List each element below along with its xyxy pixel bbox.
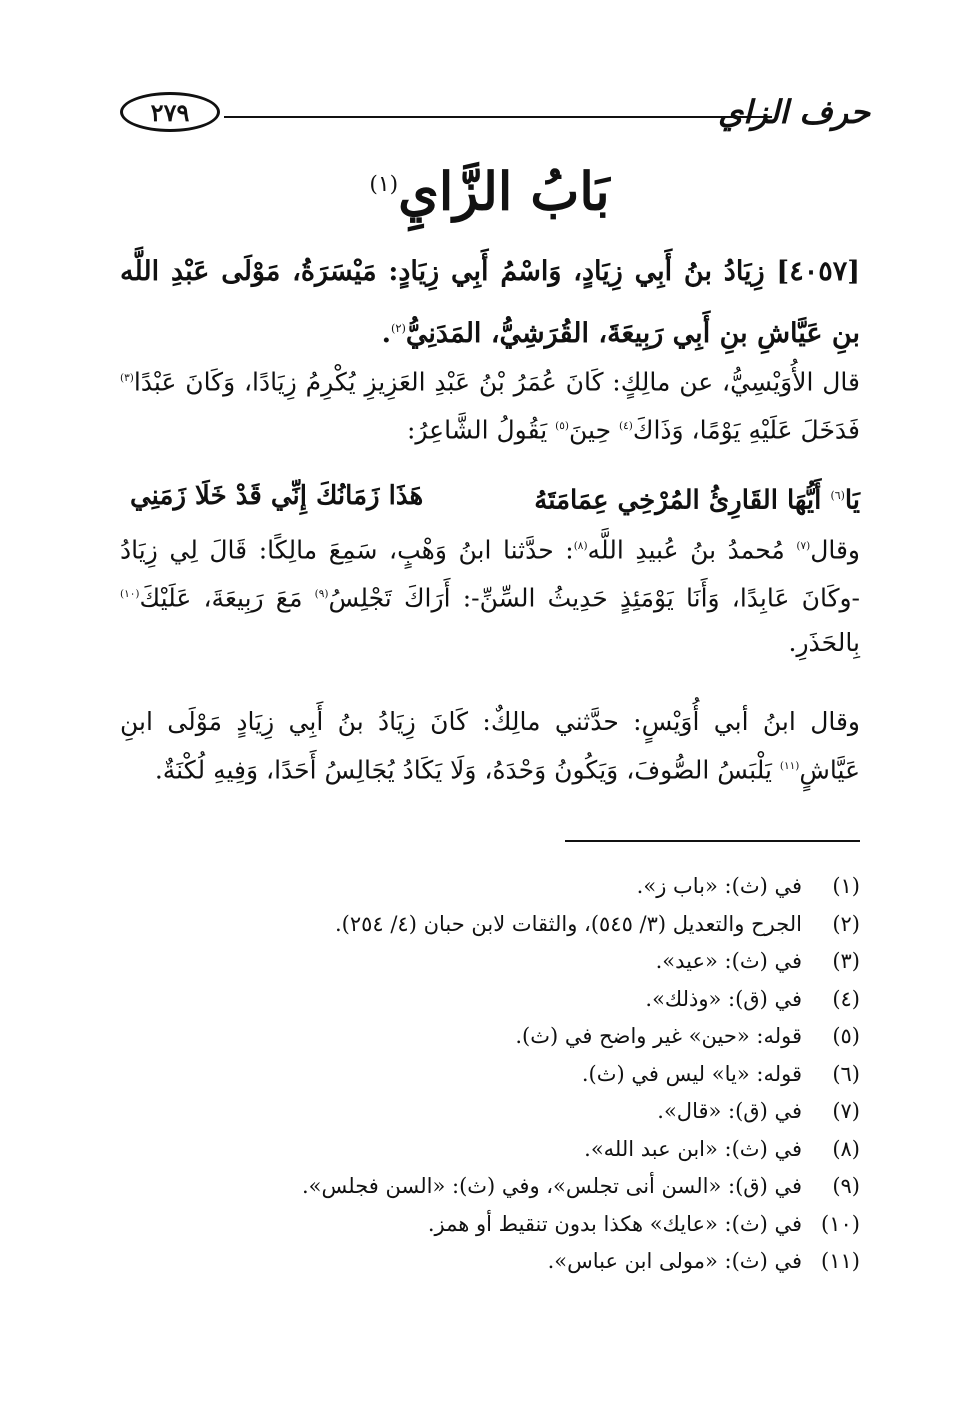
- footnote-ref: (١١): [779, 760, 800, 772]
- footnote-number: (٦): [832, 1061, 860, 1086]
- footnote: [120, 981, 860, 1019]
- footnote-text: في (ث): «باب ز».: [636, 874, 802, 898]
- running-header: [120, 92, 870, 136]
- entry-heading-line1: [٤٠٥٧] زِيَادُ بنُ أَبِي زِيَادٍ، وَاسْمُ أَبِي زِيَادٍ: مَيْسَرَةُ، مَوْلَى عَبْدِ اللَّه بنِ: [120, 256, 860, 349]
- footnote-number: (١٠): [821, 1211, 860, 1236]
- para-text: وقال ابنُ أبي أُوَيْسٍ: حدَّثني مالِكٌ: كَانَ زِيَادُ بنُ أَبِي زِيَادٍ مَوْلَى ابنِ عَيَّاشٍ: [120, 707, 860, 785]
- entry-heading-end: .: [381, 318, 391, 349]
- footnote-number: (٣): [832, 949, 860, 973]
- footnote-ref: (٩): [314, 588, 329, 601]
- para-text: قال الأُوَيْسِيُّ، عن مالِكٍ: كَانَ عُمَرُ بْنُ عَبْدِ العَزِيزِ يُكْرِمُ زِيَادًا، وَكَانَ عَبْدًا: [133, 367, 860, 397]
- para-text: يَلْبَسُ الصُّوفَ، وَيَكُونُ وَحْدَهُ، وَلَا يَكَادُ يُجَالِسُ أَحَدًا، وَفِيهِ لُكْنَةٌ.: [154, 755, 780, 785]
- paragraph-muhammad: [120, 524, 860, 665]
- para-text: مُحمدُ بنُ عُبيدِ اللَّه: [587, 535, 797, 565]
- footnote-ref: (٧): [796, 540, 811, 552]
- footnote-number: (١١): [821, 1249, 860, 1273]
- footnote-text: في (ث): «عايك» هكذا بدون تنقيط أو همز.: [427, 1211, 802, 1236]
- footnote-ref: (٤): [618, 420, 633, 433]
- footnote-separator: [565, 840, 860, 842]
- verse-first-hemistich: [534, 472, 860, 525]
- footnote: [120, 943, 860, 981]
- poetry-verse: [120, 472, 860, 520]
- footnote-text: في (ث): «ابن عبد الله».: [584, 1136, 802, 1161]
- footnote-number: (٥): [832, 1024, 860, 1048]
- para-text: مَعَ رَبِيعَةَ، عَلَيْكَ: [139, 583, 315, 613]
- paragraph-awaysi: [120, 356, 860, 453]
- footnote-ref: (٨): [573, 540, 588, 552]
- footnote-text: قوله: «حين» غير واضح في (ث).: [515, 1024, 802, 1048]
- footnote-number: (٤): [832, 986, 860, 1011]
- para-text: بِالحَذَرِ.: [788, 627, 860, 657]
- footnote-number: (٢): [832, 911, 860, 936]
- footnote-ref: (٥): [555, 420, 569, 433]
- footnote: [120, 1168, 860, 1206]
- footnote-number: (٨): [832, 1136, 860, 1161]
- footnote-text: قوله: «يا» ليس في (ث).: [581, 1061, 802, 1086]
- footnote: [120, 1206, 860, 1244]
- para-text: حِينَ: [569, 415, 619, 445]
- chapter-title: [0, 150, 979, 227]
- entry-heading-line2: عَيَّاشِ بنِ أَبِي رَبِيعَةَ، القُرَشِيُّ، المَدَنِيُّ: [405, 318, 823, 349]
- footnote-ref: (٣): [120, 372, 134, 384]
- footnote-ref: (١): [369, 172, 399, 197]
- footnotes-list: [120, 868, 860, 1281]
- verse-text: أَيُّهَا القَارِئُ المُرْخِي عِمَامَتَهُ: [534, 485, 831, 516]
- footnote: [120, 1056, 860, 1094]
- verse-second-hemistich: هَذَا زَمَانُكَ إِنِّي قَدْ خَلَا زَمَنِي: [130, 481, 424, 511]
- footnote-text: في (ق): «السن أنى تجلس»، وفي (ث): «السن فجلس».: [302, 1174, 802, 1198]
- entry-heading: [120, 244, 860, 362]
- footnote-number: (١): [832, 874, 860, 898]
- footnote-ref: (٢): [390, 321, 406, 335]
- footnote-text: في (ث): «عيد».: [655, 949, 802, 973]
- footnote: [120, 868, 860, 906]
- verse-text: يَا: [844, 485, 860, 516]
- header-rule: [224, 116, 772, 118]
- footnote: [120, 1243, 860, 1281]
- para-text: يَقُولُ الشَّاعِرُ:: [406, 415, 556, 445]
- footnote: [120, 1093, 860, 1131]
- footnote: [120, 1131, 860, 1169]
- footnote-number: (٧): [832, 1099, 860, 1123]
- para-text: فَدَخَلَ عَلَيْهِ يَوْمًا، وَذَاكَ: [632, 415, 860, 445]
- running-title: حرف الزاي: [718, 93, 870, 131]
- footnote-text: في (ق): «قال».: [657, 1099, 802, 1123]
- footnote-text: في (ق): «وذلك».: [645, 986, 802, 1011]
- para-text: : حدَّثنا ابنُ وَهْبٍ، سَمِعَ مالِكًا: قَالَ لِي زِيَادُ -وكَانَ عَابِدًا، وَأَنَا يَوْمَئِذٍ حَدِيثُ السِّنِّ-: أَرَاكَ تَجْلِسُ: [120, 535, 860, 613]
- page-number-badge: [120, 92, 220, 132]
- footnote-ref: (١٠): [120, 588, 140, 601]
- footnote-ref: (٦): [830, 489, 845, 502]
- page-number: ٢٧٩: [150, 97, 190, 127]
- footnote-text: في (ث): «مولى ابن عباس».: [547, 1249, 802, 1273]
- footnote: [120, 1018, 860, 1056]
- footnote-number: (٩): [832, 1174, 860, 1198]
- chapter-title-text: بَابُ الزَّايِ: [398, 161, 610, 223]
- footnote: [120, 906, 860, 944]
- para-text: وقال: [810, 535, 860, 565]
- paragraph-ibn-abi-uways: [120, 700, 860, 792]
- footnote-text: الجرح والتعديل (٣/ ٥٤٥)، والثقات لابن حبان (٤/ ٢٥٤).: [334, 911, 802, 936]
